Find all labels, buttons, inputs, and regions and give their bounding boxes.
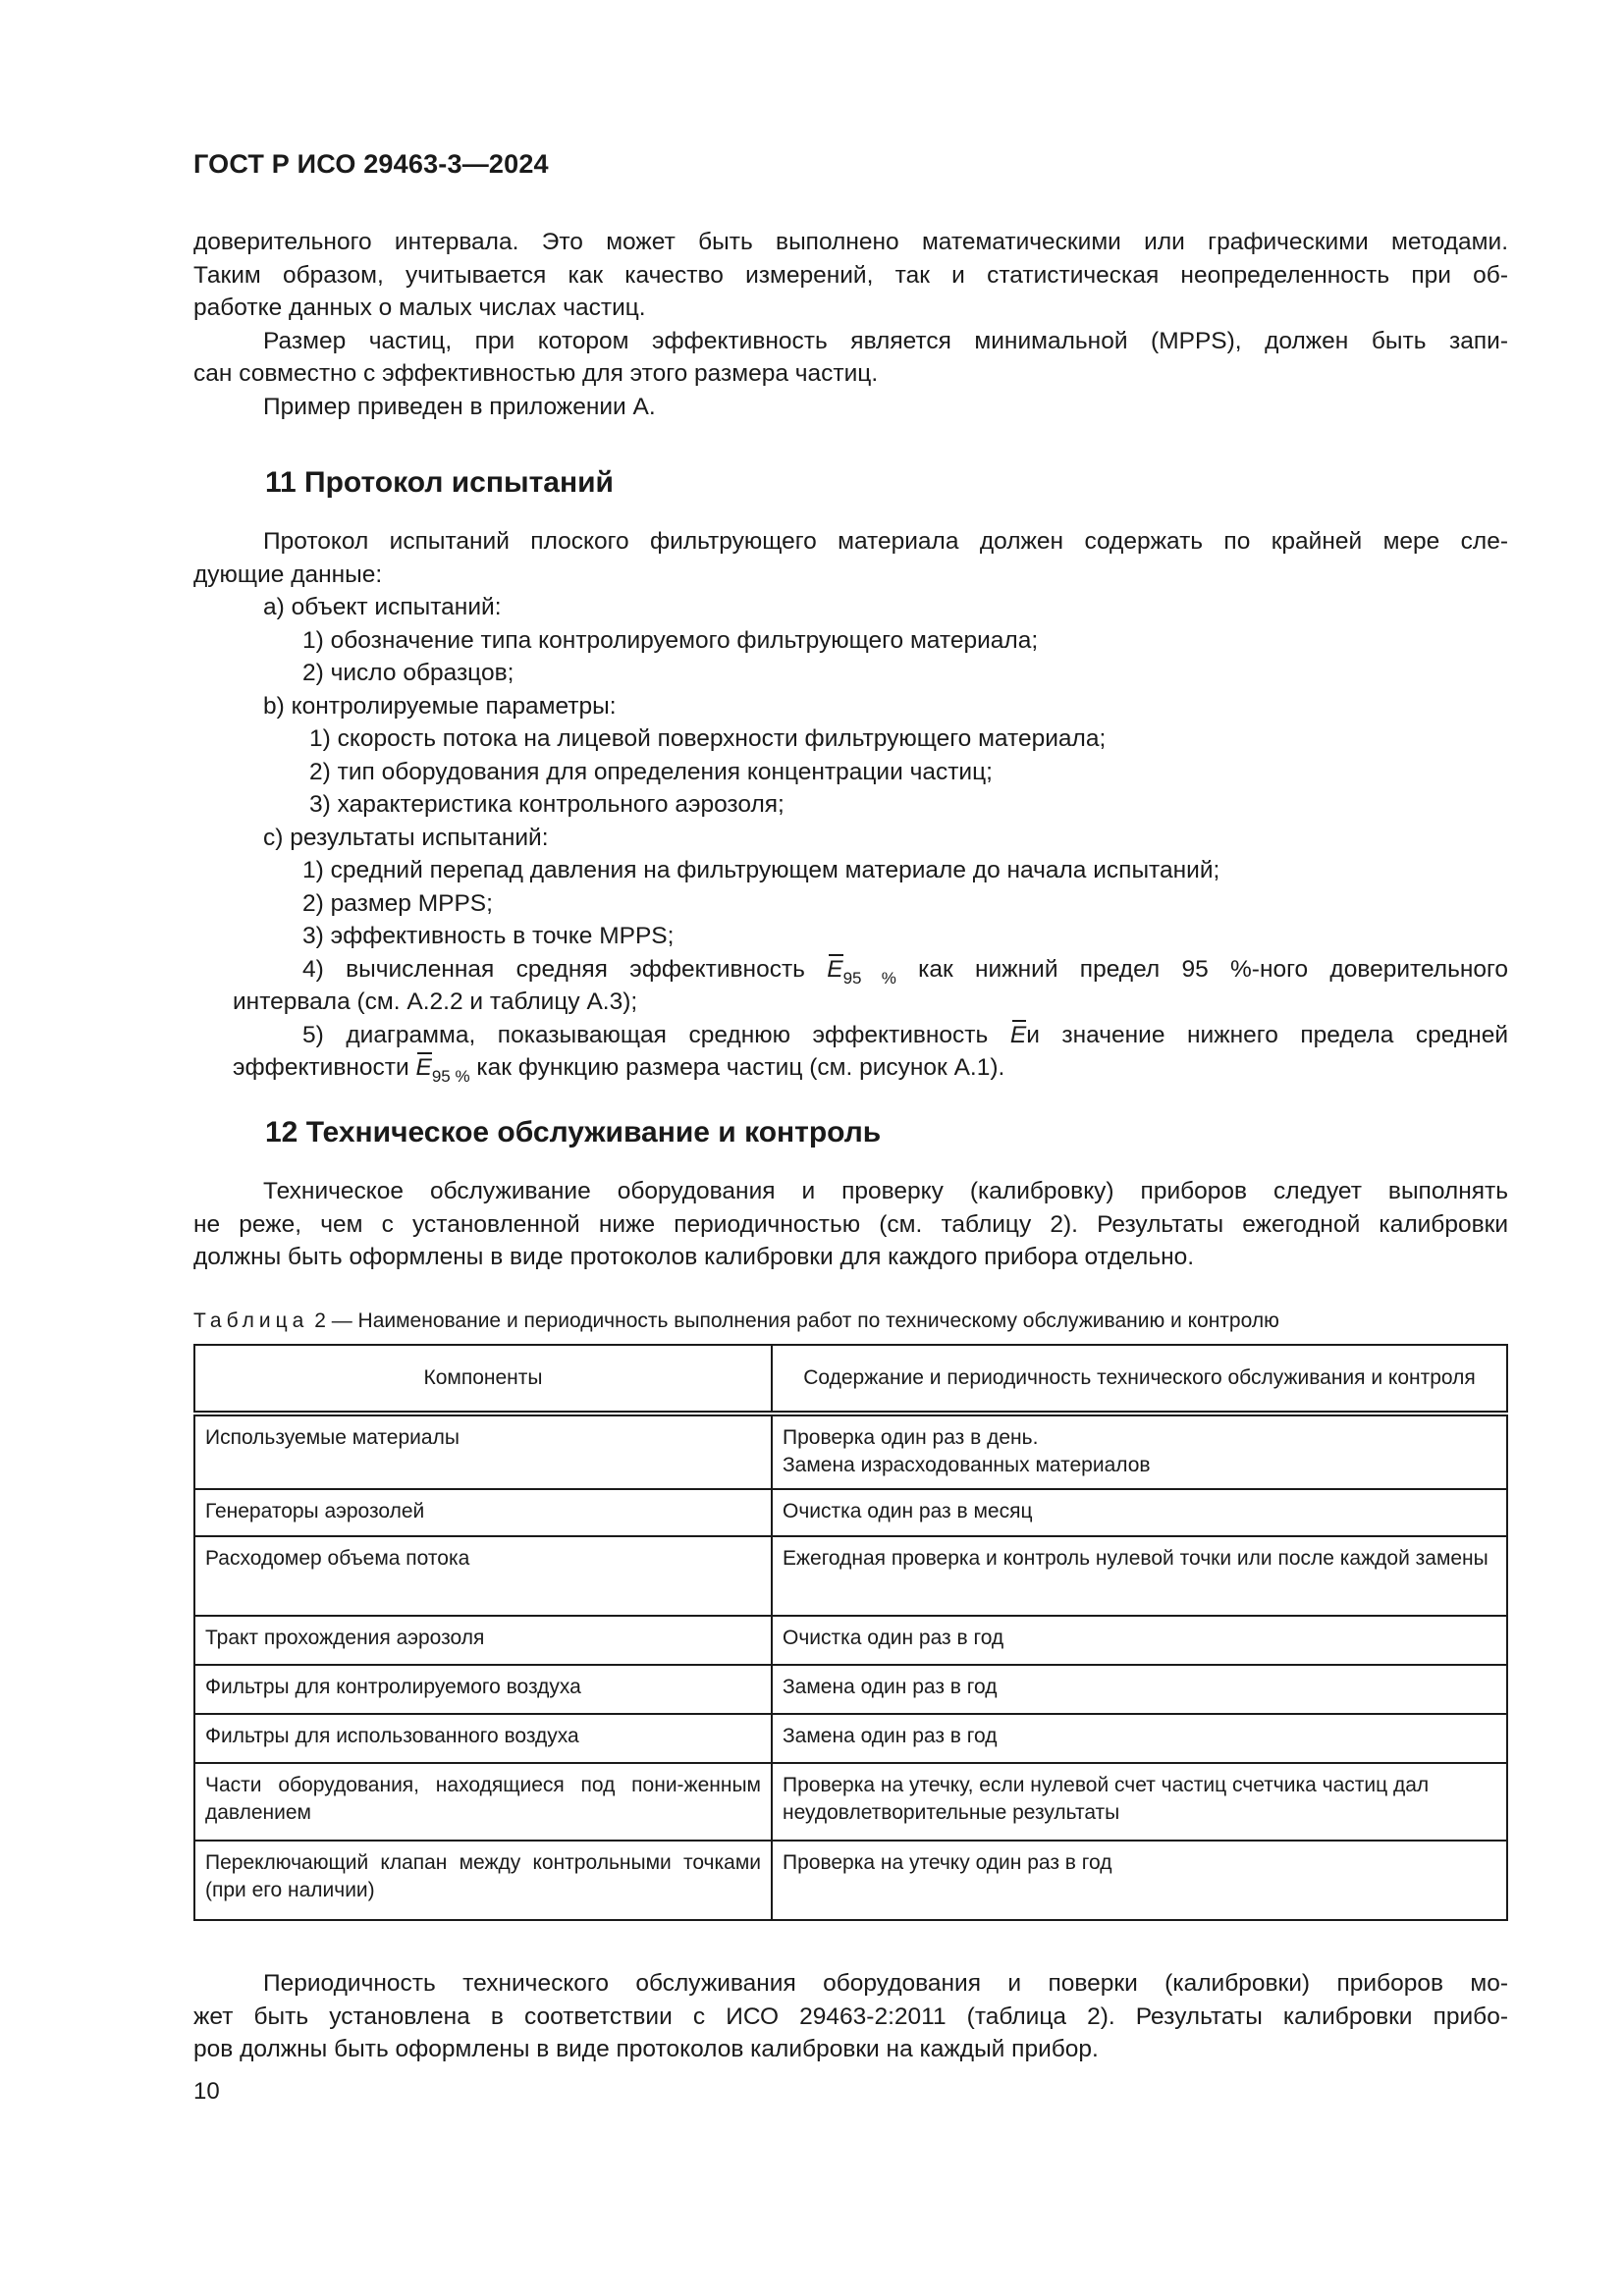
list-subitem: [193, 887, 1508, 921]
list-subitem: [193, 657, 1508, 690]
list-marker: 2): [309, 758, 331, 785]
closing-paragraph: [193, 1967, 1508, 2066]
intro-paragraph: [193, 226, 1508, 423]
list-marker: 3): [309, 791, 331, 818]
mean-efficiency-symbol: E: [827, 953, 842, 987]
text-line: Таким образом, учитывается как качество измерений, так и статистическая неопределенность при об-: [193, 261, 1508, 289]
page-number: 10: [193, 2078, 220, 2105]
list-marker: c): [263, 824, 284, 851]
list-item-text: как функцию размера частиц (см. рисунок А.1).: [476, 1054, 1005, 1081]
list-item-text: характеристика контрольного аэрозоля;: [337, 791, 785, 818]
table-row: [194, 1414, 1507, 1489]
list-item-text: объект испытаний:: [291, 594, 502, 620]
list-marker: 5): [302, 1021, 324, 1048]
list-marker: b): [263, 692, 285, 720]
table-cell-content: [772, 1414, 1507, 1489]
list-subitem: [193, 953, 1508, 987]
list-item-text: эффективность в точке MPPS;: [330, 923, 675, 949]
table-header-row: [194, 1345, 1507, 1414]
table-row: [194, 1714, 1507, 1763]
list-item-text: вычисленная средняя эффективность: [346, 955, 805, 983]
list-marker: 1): [309, 725, 331, 752]
maintenance-table: [193, 1344, 1508, 1921]
list-marker: a): [263, 594, 285, 620]
table-cell-component: Фильтры для контролируемого воздуха: [194, 1665, 772, 1714]
mean-efficiency-symbol: E: [415, 1051, 431, 1085]
table-cell-component: Переключающий клапан между контрольными точками (при его наличии): [194, 1841, 772, 1920]
text-line: Размер частиц, при котором эффективность является минимальной (MPPS), должен быть запи-: [263, 327, 1508, 354]
table-row: [194, 1536, 1507, 1616]
list-marker: 4): [302, 955, 324, 983]
document-standard-id: ГОСТ Р ИСО 29463-3—2024: [193, 149, 549, 179]
table-cell-component: Части оборудования, находящиеся под пони-женным давлением: [194, 1763, 772, 1841]
text-line: жет быть установлена в соответствии с ИСО 29463-2:2011 (таблица 2). Результаты калибровки прибо-: [193, 2002, 1508, 2030]
list-item-text: диаграмма, показывающая среднюю эффективность: [346, 1021, 989, 1048]
section-11-body: [193, 525, 1508, 1085]
table-row: [194, 1763, 1507, 1841]
list-marker: 2): [302, 660, 324, 686]
table-row: [194, 1665, 1507, 1714]
table-cell-content: Замена один раз в год: [772, 1714, 1507, 1763]
list-item-text: результаты испытаний:: [290, 824, 549, 851]
list-item-text: обозначение типа контролируемого фильтрующего материала;: [330, 626, 1039, 654]
table-cell-content: Проверка на утечку, если нулевой счет частиц счетчика частиц дал неудовлетворительные результаты: [772, 1763, 1507, 1841]
list-subitem: [193, 788, 1508, 822]
list-item-text: как нижний предел 95 %-ного доверительного: [918, 955, 1509, 983]
section-11-heading: 11 Протокол испытаний: [265, 466, 614, 499]
list-item-text: число образцов;: [330, 660, 514, 686]
list-subitem: [193, 722, 1508, 756]
list-item-text: контролируемые параметры:: [291, 692, 617, 720]
text-line: [193, 1051, 1508, 1085]
cell-line: Замена израсходованных материалов: [783, 1454, 1151, 1476]
text-line: ров должны быть оформлены в виде протоколов калибровки на каждый прибор.: [193, 2036, 1099, 2062]
subscript: 95 %: [842, 968, 896, 988]
table-caption-text: 2 — Наименование и периодичность выполнения работ по техническому обслуживанию и контролю: [314, 1309, 1279, 1332]
list-item-c: [193, 822, 1508, 855]
list-marker: 1): [302, 626, 324, 654]
list-item-text: средний перепад давления на фильтрующем материале до начала испытаний;: [330, 857, 1220, 883]
column-header-components: Компоненты: [194, 1345, 772, 1414]
text-line: не реже, чем с установленной ниже периодичностью (см. таблицу 2). Результаты ежегодной калибровки: [193, 1210, 1508, 1238]
list-marker: 1): [302, 857, 324, 883]
list-item-text: и значение нижнего предела средней: [1026, 1021, 1508, 1048]
text-line: дующие данные:: [193, 561, 383, 588]
cell-line: Проверка один раз в день.: [783, 1426, 1039, 1449]
table-cell-content: Очистка один раз в месяц: [772, 1489, 1507, 1536]
text-line: Техническое обслуживание оборудования и проверку (калибровку) приборов следует выполнять: [263, 1178, 1508, 1204]
table-caption-label: Таблица: [193, 1309, 309, 1332]
text-line: сан совместно с эффективностью для этого размера частиц.: [193, 360, 879, 387]
mean-efficiency-symbol: E: [1010, 1019, 1026, 1052]
table-cell-component: Тракт прохождения аэрозоля: [194, 1616, 772, 1665]
subscript: 95 %: [431, 1067, 470, 1086]
table-cell-content: Очистка один раз в год: [772, 1616, 1507, 1665]
text-line: работке данных о малых числах частиц.: [193, 294, 646, 321]
list-subitem: [193, 1019, 1508, 1052]
text-line: доверительного интервала. Это может быть выполнено математическими или графическими методами.: [193, 229, 1508, 255]
text-line: Пример приведен в приложении А.: [263, 393, 656, 420]
list-item-text: эффективности: [233, 1054, 409, 1081]
list-item-b: [193, 690, 1508, 723]
section-12-heading: 12 Техническое обслуживание и контроль: [265, 1116, 882, 1148]
table-row: [194, 1489, 1507, 1536]
table-cell-content: Замена один раз в год: [772, 1665, 1507, 1714]
table-caption: [193, 1309, 1279, 1333]
text-line: интервала (см. А.2.2 и таблицу А.3);: [233, 988, 638, 1015]
table-cell-component: Фильтры для использованного воздуха: [194, 1714, 772, 1763]
list-item-text: скорость потока на лицевой поверхности фильтрующего материала;: [337, 725, 1107, 752]
list-marker: 2): [302, 889, 324, 917]
list-item-text: размер MPPS;: [330, 889, 493, 917]
list-marker: 3): [302, 923, 324, 949]
list-item-text: тип оборудования для определения концентрации частиц;: [337, 758, 993, 785]
table-cell-content: Проверка на утечку один раз в год: [772, 1841, 1507, 1920]
list-subitem: [193, 920, 1508, 953]
list-subitem: [193, 756, 1508, 789]
table-cell-content: Ежегодная проверка и контроль нулевой точки или после каждой замены: [772, 1536, 1507, 1616]
list-item-a: [193, 591, 1508, 624]
table-row: [194, 1616, 1507, 1665]
table-row: [194, 1841, 1507, 1920]
text-line: Протокол испытаний плоского фильтрующего материала должен содержать по крайней мере сле-: [263, 528, 1508, 555]
text-line: должны быть оформлены в виде протоколов калибровки для каждого прибора отдельно.: [193, 1244, 1195, 1270]
table-cell-component: Расходомер объема потока: [194, 1536, 772, 1616]
list-subitem: [193, 624, 1508, 658]
section-12-paragraph: [193, 1175, 1508, 1274]
column-header-content: Содержание и периодичность технического обслуживания и контроля: [772, 1345, 1507, 1414]
text-line: Периодичность технического обслуживания оборудования и поверки (калибровки) приборов мо-: [263, 1970, 1508, 1997]
table-cell-component: Используемые материалы: [194, 1414, 772, 1489]
table-cell-component: Генераторы аэрозолей: [194, 1489, 772, 1536]
list-subitem: [193, 854, 1508, 887]
